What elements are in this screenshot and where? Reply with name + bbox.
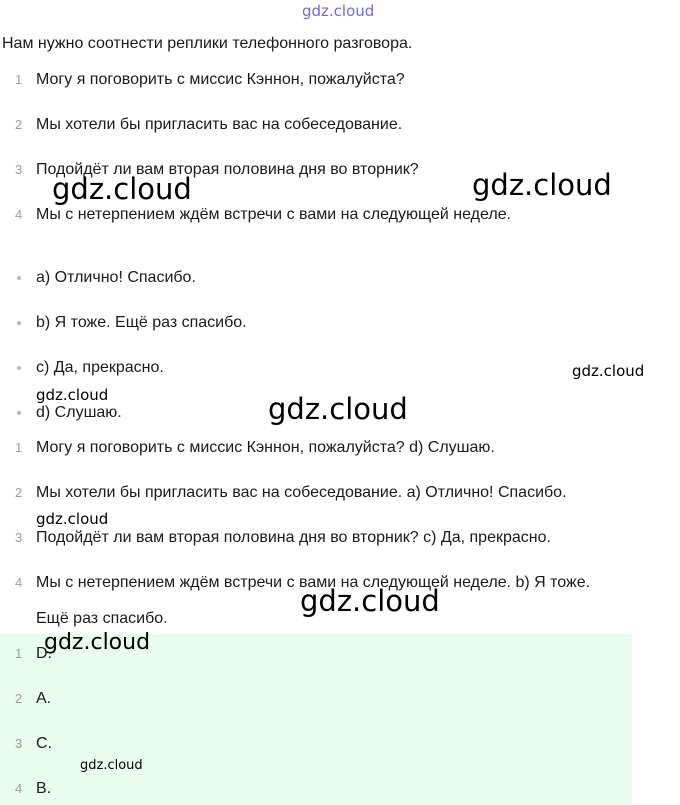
question-text: Могу я поговорить с миссис Кэннон, пожалуйста? xyxy=(36,71,405,88)
match-text-continuation: Ещё раз спасибо. xyxy=(36,610,168,627)
task-text: Нам нужно соотнести реплики телефонного разговора. xyxy=(2,35,413,52)
bullet-dot xyxy=(17,411,21,415)
answer-letter: B. xyxy=(36,780,52,797)
match-text: Подойдёт ли вам вторая половина дня во вторник? c) Да, прекрасно. xyxy=(36,529,551,546)
question-text: Мы хотели бы пригласить вас на собеседование. xyxy=(36,116,403,133)
answer-panel xyxy=(0,634,632,805)
option-text: a) Отлично! Спасибо. xyxy=(36,269,196,286)
match-number: 1 xyxy=(15,440,23,455)
match-text: Мы с нетерпением ждём встречи с вами на следующей неделе. b) Я тоже. xyxy=(36,574,591,591)
watermark: gdz.cloud xyxy=(44,630,151,655)
watermark: gdz.cloud xyxy=(36,386,109,404)
watermark: gdz.cloud xyxy=(80,758,143,773)
match-number: 4 xyxy=(15,575,23,590)
question-text: Мы с нетерпением ждём встречи с вами на следующей неделе. xyxy=(36,206,512,223)
match-number: 2 xyxy=(15,485,23,500)
watermark: gdz.cloud xyxy=(472,168,612,202)
answer-letter: C. xyxy=(36,735,52,752)
bullet-dot xyxy=(17,321,21,325)
watermark: gdz.cloud xyxy=(300,584,440,618)
question-number: 3 xyxy=(15,162,23,177)
answer-letter: A. xyxy=(36,690,52,707)
question-number: 1 xyxy=(15,72,23,87)
option-text: c) Да, прекрасно. xyxy=(36,359,164,376)
answer-number: 2 xyxy=(15,691,23,706)
watermark-top: gdz.cloud xyxy=(302,2,375,20)
answer-letter: D. xyxy=(36,645,52,662)
watermark: gdz.cloud xyxy=(36,510,109,528)
option-text: b) Я тоже. Ещё раз спасибо. xyxy=(36,314,247,331)
watermark: gdz.cloud xyxy=(572,362,645,380)
bullet-dot xyxy=(17,366,21,370)
answer-number: 1 xyxy=(15,646,23,661)
option-text: d) Слушаю. xyxy=(36,404,122,421)
question-number: 4 xyxy=(15,207,23,222)
answer-number: 3 xyxy=(15,736,23,751)
match-number: 3 xyxy=(15,530,23,545)
question-text: Подойдёт ли вам вторая половина дня во вторник? xyxy=(36,161,419,178)
question-number: 2 xyxy=(15,117,23,132)
answer-number: 4 xyxy=(15,781,23,796)
match-text: Мы хотели бы пригласить вас на собеседование. a) Отлично! Спасибо. xyxy=(36,484,567,501)
match-text: Могу я поговорить с миссис Кэннон, пожалуйста? d) Слушаю. xyxy=(36,439,495,456)
watermark: gdz.cloud xyxy=(268,392,408,426)
watermark: gdz.cloud xyxy=(52,172,192,206)
bullet-dot xyxy=(17,276,21,280)
